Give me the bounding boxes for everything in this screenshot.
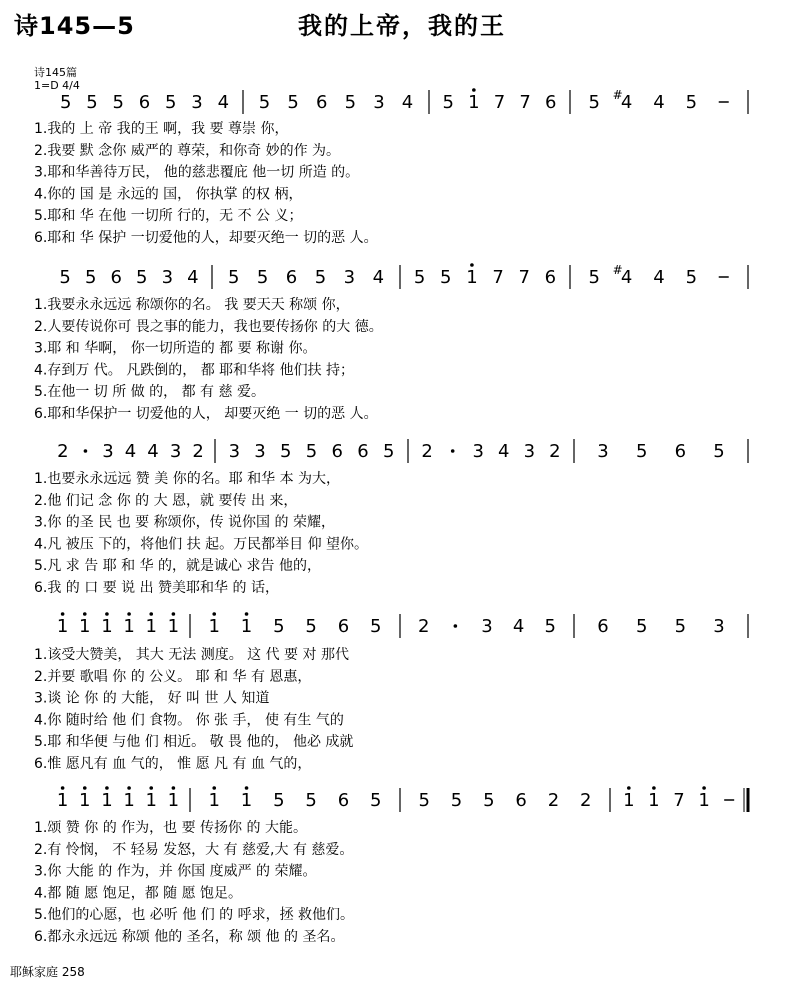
note-digit: 4: [653, 267, 665, 288]
note: [192, 441, 203, 462]
note: [481, 616, 492, 637]
high-octave-dot: [245, 612, 249, 616]
note-digit: 1: [101, 790, 113, 811]
note-digit: 3: [373, 92, 385, 113]
note: [338, 790, 349, 811]
lyric-line: 3.耶 和 华啊， 你一切所造的 都 要 称谢 你。: [34, 340, 317, 357]
lyric-line: 1.也要永永远远 赞 美 你的名。耶 和华 本 为大，: [34, 471, 341, 487]
note-digit: 5: [256, 267, 269, 288]
note: [139, 92, 150, 113]
note: [373, 267, 384, 288]
note-digit: 1: [145, 616, 157, 637]
note-digit: 1: [240, 790, 253, 811]
note: [229, 441, 240, 462]
note-digit: 1: [648, 790, 660, 811]
note-digit: 5: [544, 616, 556, 637]
footer-credit: 耶稣家庭 258: [10, 965, 85, 979]
note: [102, 441, 113, 462]
note: [79, 612, 90, 637]
note-digit: 4: [653, 92, 665, 113]
note: [440, 267, 451, 288]
sharp-sign: #: [612, 263, 623, 277]
note: [468, 88, 479, 113]
note-digit: 6: [337, 616, 350, 637]
lyric-line: 5.耶和 华 在他 一切所 行的，无 不 公 义；: [34, 208, 303, 225]
note-digit: 5: [136, 267, 148, 288]
lyric-line: 2.有 怜悯， 不 轻易 发怒，大 有 慈爱,大 有 慈爱。: [34, 841, 354, 858]
lyric-line: 4.凡 被压 下的，将他们 扶 起。万民都举目 仰 望你。: [34, 536, 369, 553]
note: [345, 92, 356, 113]
note: [57, 612, 68, 637]
note: [515, 790, 526, 811]
note: [597, 441, 608, 462]
note: [653, 92, 664, 113]
high-octave-dot: [470, 263, 474, 267]
high-octave-dot: [127, 612, 131, 616]
note: [147, 441, 158, 462]
source-label: 诗145篇: [34, 66, 77, 79]
note: [498, 441, 509, 462]
note: [713, 616, 724, 637]
note: [673, 790, 684, 811]
note-digit: 4: [372, 267, 385, 288]
note-digit: 6: [285, 267, 298, 288]
note-digit: 4: [512, 616, 525, 637]
note: [254, 441, 265, 462]
lyric-line: 6.我 的 口 要 说 出 赞美耶和华 的 话，: [34, 580, 279, 596]
lyric-line: 1.我的 上 帝 我的王 啊，我 要 尊崇 你，: [34, 121, 289, 137]
lyric-line: 4.你 随时给 他 们 食物。 你 张 手， 使 有生 气的: [34, 712, 344, 729]
note: [101, 612, 112, 637]
note: [187, 267, 198, 288]
high-octave-dot: [652, 786, 656, 790]
lyric-line: 3.耶和华善待万民， 他的慈悲覆庇 他一切 所造 的。: [34, 164, 360, 181]
note-digit: 5: [382, 441, 395, 462]
lyric-line: 2.并要 歌唱 你 的 公义。 耶 和 华 有 恩惠，: [34, 668, 312, 685]
note-digit: 4: [147, 441, 159, 462]
note: [589, 267, 600, 288]
note-digit: 6: [515, 790, 527, 811]
note-digit: 6: [110, 267, 122, 288]
note-digit: 3: [523, 441, 536, 462]
note-digit: 3: [191, 92, 203, 113]
note-digit: 5: [273, 790, 285, 811]
dot-extension: [451, 449, 455, 453]
psalm-reference: 诗145—5: [14, 12, 135, 40]
note: [613, 263, 633, 288]
note: [443, 92, 454, 113]
note-digit: 1: [468, 92, 480, 113]
lyric-line: 6.耶和华保护一 切爱他的人， 却要灭绝 一 切的恶 人。: [34, 406, 378, 422]
dot-extension: [454, 624, 458, 628]
note-digit: 6: [545, 92, 557, 113]
note: [165, 92, 176, 113]
lyric-line: 1.该受大赞美， 其大 无法 测度。 这 代 要 对 那代: [34, 647, 349, 663]
note: [451, 449, 455, 453]
high-octave-dot: [83, 612, 87, 616]
note: [373, 92, 384, 113]
note-digit: 1: [466, 267, 478, 288]
note-digit: 5: [287, 92, 299, 113]
note: [85, 267, 96, 288]
key-time-signature: 1=D 4/4: [34, 79, 80, 92]
note: [280, 441, 291, 462]
note-digit: 6: [674, 441, 687, 462]
note: [111, 267, 122, 288]
note-digit: 4: [187, 267, 199, 288]
note-digit: 5: [418, 790, 430, 811]
note-digit: 5: [305, 441, 318, 462]
high-octave-dot: [127, 786, 131, 790]
note-digit: 4: [217, 92, 230, 113]
note: [60, 92, 71, 113]
lyric-line: 6.惟 愿凡有 血 气的， 惟 愿 凡 有 血 气的，: [34, 756, 312, 772]
note: [305, 616, 316, 637]
song-title: 我的上帝，我的王: [298, 12, 506, 40]
lyric-line: 3.你 的圣 民 也 要 称颂你，传 说你国 的 荣耀，: [34, 514, 335, 531]
note-digit: 4: [498, 441, 510, 462]
note-digit: 1: [208, 616, 220, 637]
note: [383, 441, 394, 462]
note: [419, 790, 430, 811]
note: [451, 790, 462, 811]
note-digit: 3: [472, 441, 484, 462]
high-octave-dot: [149, 786, 153, 790]
note: [273, 616, 284, 637]
note-digit: 5: [84, 267, 97, 288]
note-digit: 5: [370, 616, 382, 637]
dot-extension: [84, 449, 88, 453]
note-digit: 2: [580, 790, 592, 811]
note: [338, 616, 349, 637]
note-digit: 6: [357, 441, 369, 462]
note-digit: 7: [518, 267, 530, 288]
note: [648, 786, 659, 811]
note-digit: 1: [167, 790, 180, 811]
lyric-line: 2.人要传说你可 畏之事的能力，我也要传扬你 的大 德。: [34, 318, 383, 335]
note: [589, 92, 600, 113]
note: [287, 92, 298, 113]
note-digit: 1: [123, 616, 135, 637]
note-digit: 7: [493, 92, 506, 113]
high-octave-dot: [105, 786, 109, 790]
note-digit: 1: [623, 790, 635, 811]
note: [653, 267, 664, 288]
note: [698, 786, 709, 811]
note: [686, 267, 697, 288]
note-digit: 2: [421, 441, 433, 462]
note: [286, 267, 297, 288]
high-octave-dot: [212, 612, 216, 616]
note-digit: 5: [86, 92, 98, 113]
note-digit: 7: [519, 92, 531, 113]
note: [168, 612, 179, 637]
note: [306, 441, 317, 462]
note: [316, 92, 327, 113]
note-digit: 3: [161, 267, 174, 288]
note: [315, 267, 326, 288]
note: [357, 441, 368, 462]
note-digit: 2: [547, 790, 560, 811]
note-digit: 1: [79, 616, 91, 637]
note: [241, 612, 252, 637]
note: [259, 92, 270, 113]
high-octave-dot: [172, 786, 176, 790]
note: [513, 616, 524, 637]
note-digit: 5: [713, 441, 725, 462]
note-digit: 6: [315, 92, 328, 113]
lyric-line: 3.谈 论 你 的 大能， 好 叫 世 人 知道: [34, 690, 270, 707]
note-digit: 5: [450, 790, 463, 811]
note-digit: 6: [337, 790, 350, 811]
note: [123, 786, 134, 811]
note: [257, 267, 268, 288]
note-digit: 5: [112, 92, 124, 113]
note: [113, 92, 124, 113]
lyric-line: 1.我要永永远远 称颂你的名。 我 要天天 称颂 你，: [34, 297, 350, 313]
note: [332, 441, 343, 462]
note: [370, 616, 381, 637]
note-digit: 5: [442, 92, 454, 113]
note-digit: 2: [57, 441, 69, 462]
note-digit: 5: [588, 92, 600, 113]
note-digit: 5: [635, 441, 648, 462]
note: [636, 616, 647, 637]
note: [123, 612, 134, 637]
note-digit: 5: [305, 790, 317, 811]
note: [370, 790, 381, 811]
note: [421, 441, 432, 462]
note: [228, 267, 239, 288]
note: [136, 267, 147, 288]
note: [549, 441, 560, 462]
note-digit: 5: [685, 92, 698, 113]
note: [101, 786, 112, 811]
note-digit: 3: [169, 441, 182, 462]
note: [125, 441, 136, 462]
note-digit: 5: [305, 616, 317, 637]
note: [191, 92, 202, 113]
note-digit: 6: [544, 267, 557, 288]
note-digit: 3: [343, 267, 356, 288]
note: [524, 441, 535, 462]
note: [273, 790, 284, 811]
note: [519, 92, 530, 113]
sharp-sign: #: [612, 88, 623, 102]
note-digit: 5: [227, 267, 240, 288]
note-digit: 6: [331, 441, 343, 462]
note: [473, 441, 484, 462]
note: [418, 616, 429, 637]
note: [57, 786, 68, 811]
note: [580, 790, 591, 811]
note: [454, 624, 458, 628]
note: [636, 441, 647, 462]
lyric-line: 5.他们的心愿，也 必听 他 们 的 呼求，拯 救他们。: [34, 907, 355, 924]
note-digit: 1: [698, 790, 710, 811]
note-digit: 5: [635, 616, 648, 637]
note-digit: 5: [483, 790, 495, 811]
note-digit: 5: [59, 267, 71, 288]
note: [86, 92, 97, 113]
note: [146, 786, 157, 811]
note: [545, 267, 556, 288]
note: [492, 267, 503, 288]
note-digit: 1: [101, 616, 113, 637]
note-digit: 1: [167, 616, 180, 637]
note: [519, 267, 530, 288]
high-octave-dot: [61, 786, 65, 790]
note-digit: 5: [258, 92, 271, 113]
note: [675, 616, 686, 637]
high-octave-dot: [83, 786, 87, 790]
note-digit: 4: [401, 92, 414, 113]
note-digit: 7: [492, 267, 504, 288]
note-digit: 2: [418, 616, 430, 637]
note-digit: 5: [280, 441, 292, 462]
note-digit: 1: [240, 616, 253, 637]
note: [168, 786, 179, 811]
lyric-line: 6.耶和 华 保护 一切爱他的人，却要灭绝一 切的恶 人。: [34, 230, 378, 246]
note-digit: 3: [713, 616, 725, 637]
note-digit: 5: [314, 267, 327, 288]
lyric-line: 5.凡 求 告 耶 和 华 的，就是诚心 求告 他的，: [34, 558, 321, 575]
high-octave-dot: [627, 786, 631, 790]
note-digit: 1: [123, 790, 135, 811]
high-octave-dot: [149, 612, 153, 616]
note-digit: 6: [597, 616, 609, 637]
note-digit: 3: [228, 441, 241, 462]
note: [402, 92, 413, 113]
note: [466, 263, 477, 288]
note: [79, 786, 90, 811]
note-digit: 5: [344, 92, 357, 113]
note-digit: 1: [56, 616, 69, 637]
note-digit: 4: [620, 267, 633, 288]
note-digit: 3: [102, 441, 114, 462]
note-digit: 4: [620, 92, 633, 113]
note-digit: 7: [673, 790, 685, 811]
note: [162, 267, 173, 288]
note-digit: 5: [588, 267, 600, 288]
note: [675, 441, 686, 462]
note-digit: 5: [413, 267, 426, 288]
note: [545, 92, 556, 113]
note: [84, 449, 88, 453]
note-digit: 3: [254, 441, 266, 462]
high-octave-dot: [212, 786, 216, 790]
note-digit: 2: [549, 441, 561, 462]
note-digit: 3: [597, 441, 609, 462]
note: [59, 267, 70, 288]
note-digit: 2: [192, 441, 204, 462]
note-digit: 5: [165, 92, 177, 113]
note: [57, 441, 68, 462]
note-digit: 6: [138, 92, 151, 113]
high-octave-dot: [702, 786, 706, 790]
note-digit: 5: [59, 92, 72, 113]
lyric-line: 4.你的 国 是 永远的 国， 你执掌 的权 柄，: [34, 186, 303, 203]
lyric-line: 4.都 随 愿 饱足，都 随 愿 饱足。: [34, 885, 243, 902]
note: [623, 786, 634, 811]
note: [713, 441, 724, 462]
note-digit: 5: [273, 616, 285, 637]
note: [548, 790, 559, 811]
note: [241, 786, 252, 811]
lyric-line: 3.你 大能 的 作为，并 你国 度威严 的 荣耀。: [34, 863, 317, 880]
note-digit: 5: [685, 267, 698, 288]
lyric-line: 2.我要 默 念你 威严的 尊荣，和你奇 妙的作 为。: [34, 142, 341, 159]
note: [209, 786, 220, 811]
note: [686, 92, 697, 113]
note: [218, 92, 229, 113]
note: [170, 441, 181, 462]
note-digit: 1: [56, 790, 69, 811]
lyric-line: 6.都永永远远 称颂 他的 圣名，称 颂 他 的 圣名。: [34, 929, 345, 945]
note-digit: 4: [124, 441, 137, 462]
lyric-line: 5.耶 和华便 与他 们 相近。 敬 畏 他的， 他必 成就: [34, 734, 354, 751]
note: [494, 92, 505, 113]
note-digit: 3: [481, 616, 493, 637]
high-octave-dot: [105, 612, 109, 616]
note: [613, 88, 633, 113]
note: [414, 267, 425, 288]
lyric-line: 5.在他一 切 所 做 的， 都 有 慈 爱。: [34, 384, 265, 401]
note: [209, 612, 220, 637]
lyric-line: 4.存到万 代。 凡跌倒的， 都 耶和华将 他们扶 持；: [34, 362, 355, 379]
lyric-line: 2.他 们记 念 你 的 大 恩，就 要传 出 来，: [34, 492, 298, 509]
note-digit: 5: [370, 790, 382, 811]
note-digit: 1: [145, 790, 157, 811]
high-octave-dot: [472, 88, 476, 92]
note-digit: 1: [208, 790, 220, 811]
note-digit: 5: [674, 616, 687, 637]
note: [305, 790, 316, 811]
note: [597, 616, 608, 637]
lyric-line: 1.颂 赞 你 的 作为，也 要 传扬你 的 大能。: [34, 820, 307, 836]
note: [344, 267, 355, 288]
note: [483, 790, 494, 811]
high-octave-dot: [172, 612, 176, 616]
note: [146, 612, 157, 637]
note-digit: 5: [440, 267, 452, 288]
high-octave-dot: [245, 786, 249, 790]
note: [545, 616, 556, 637]
note-digit: 1: [79, 790, 91, 811]
high-octave-dot: [61, 612, 65, 616]
